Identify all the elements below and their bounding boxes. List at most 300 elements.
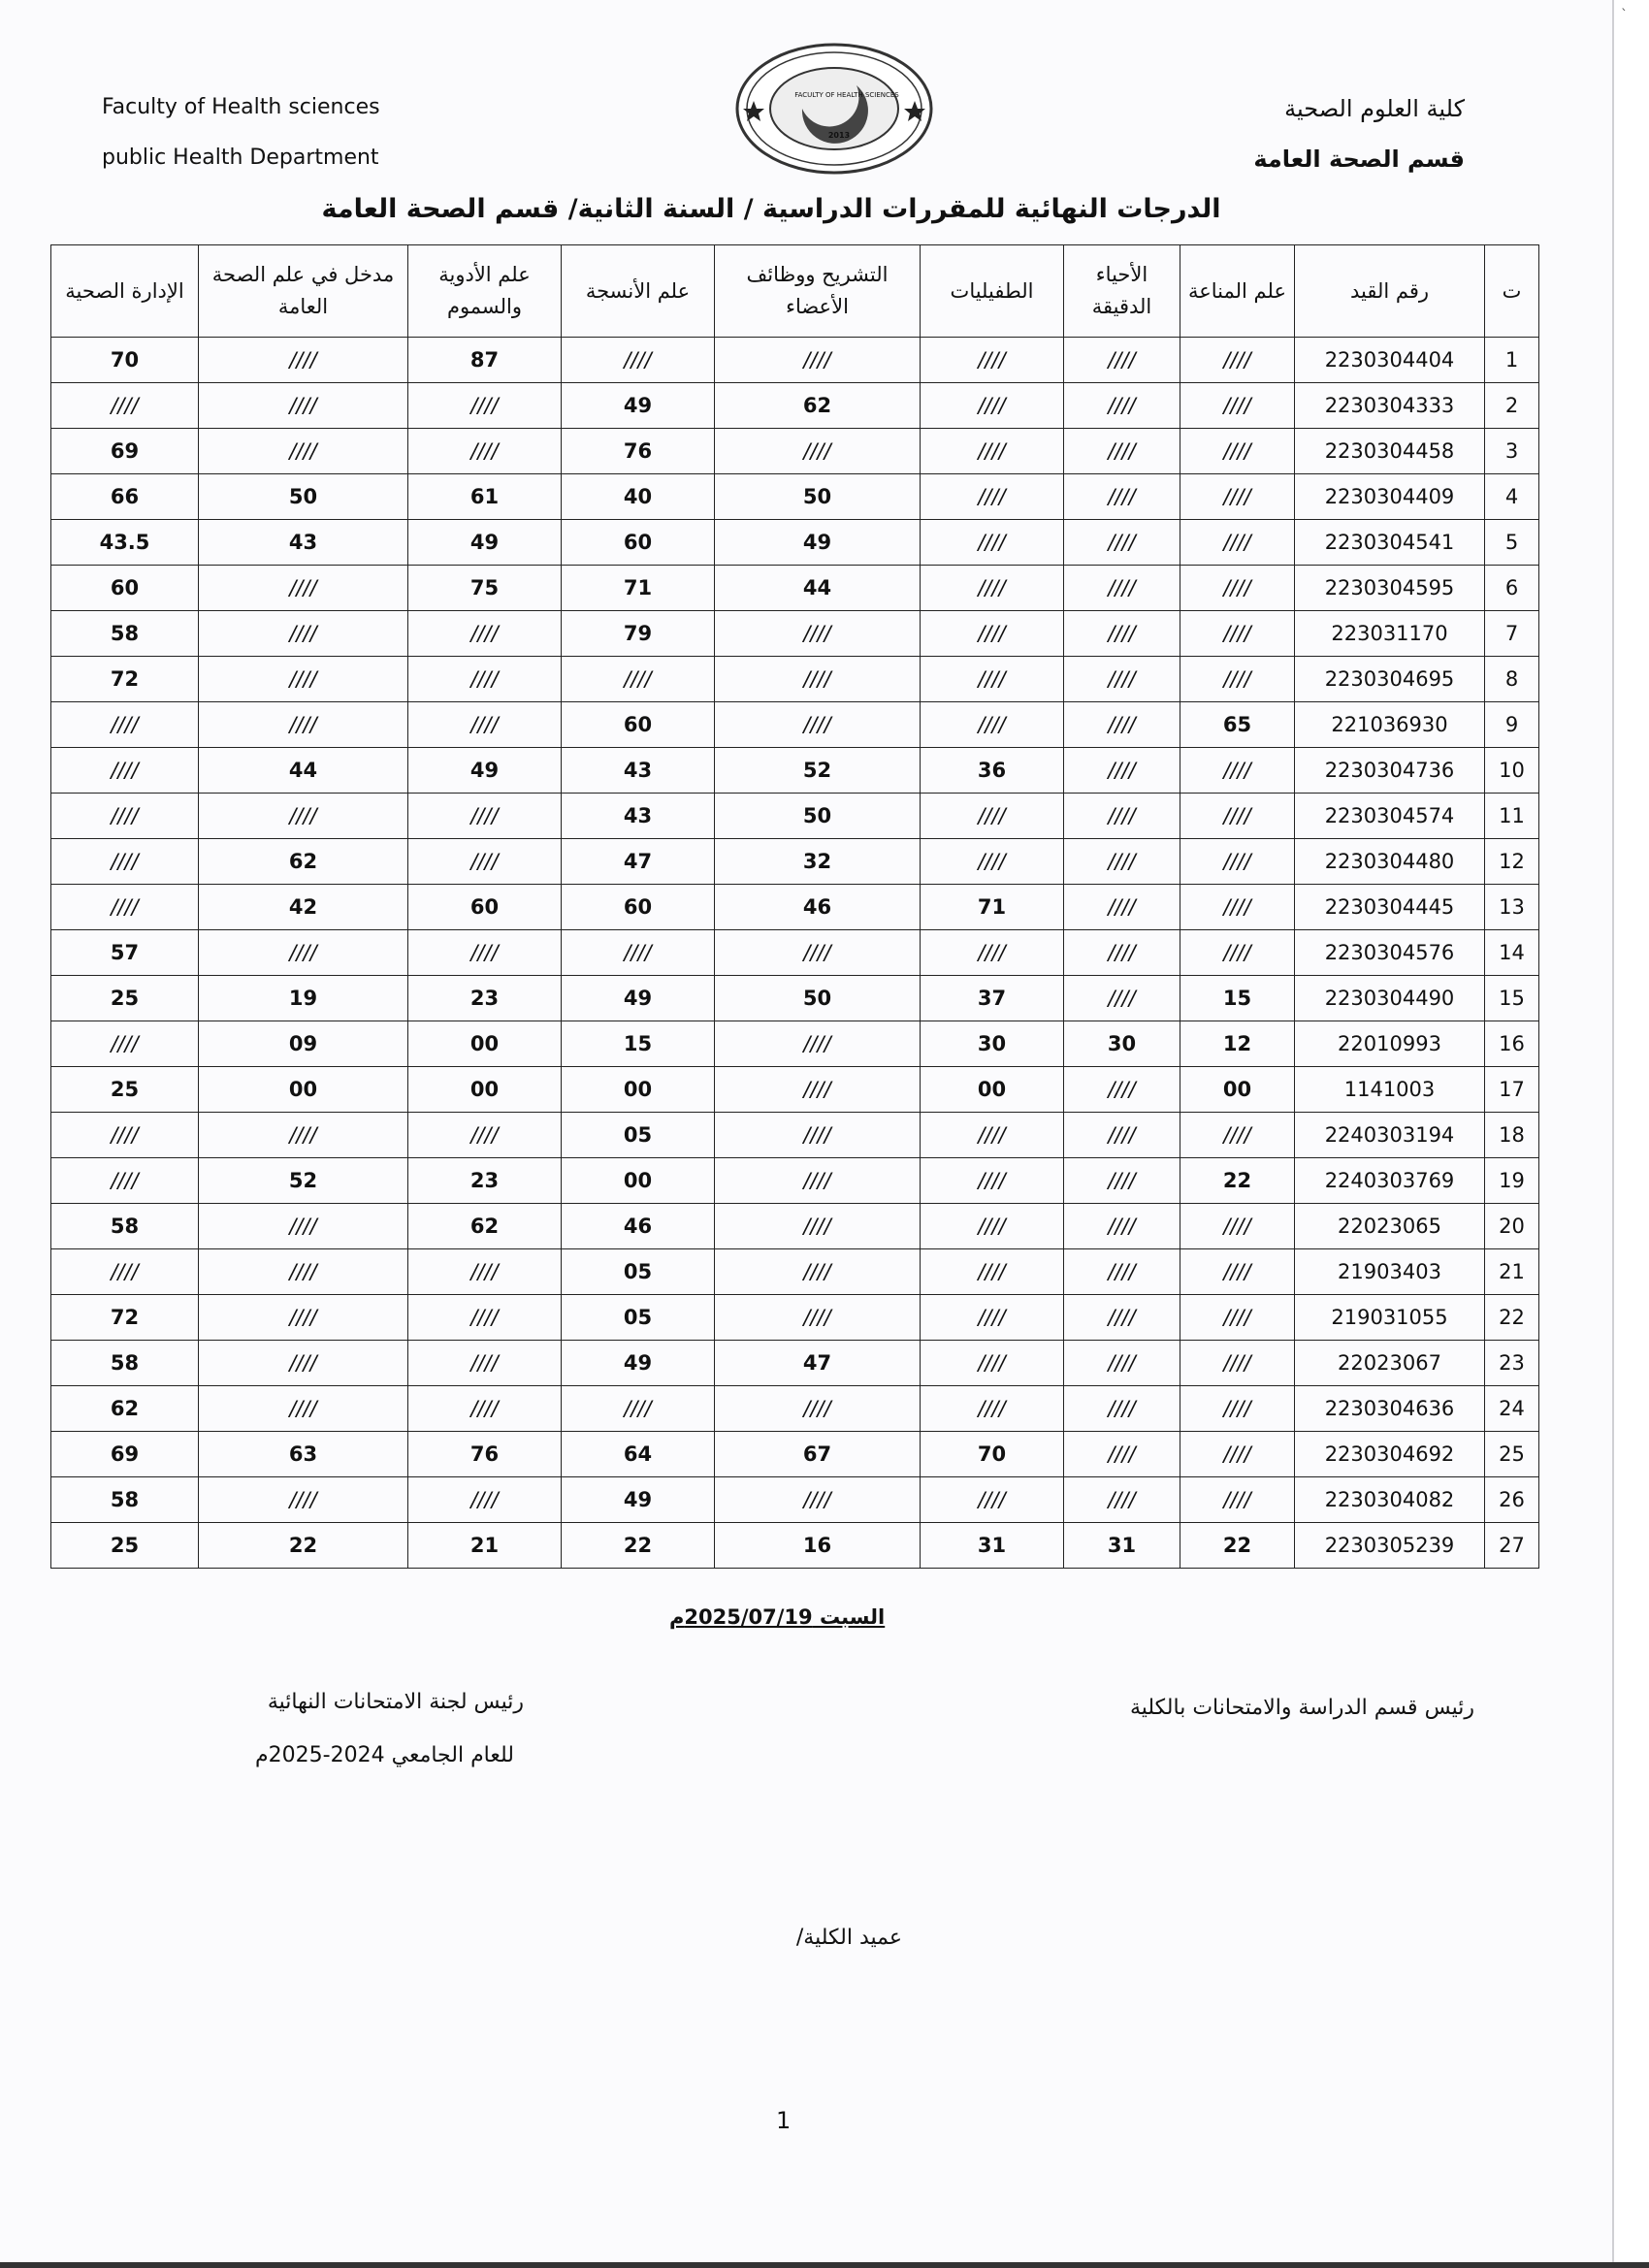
cell-immunology: ////: [1180, 1295, 1295, 1341]
cell-immunology: ////: [1180, 657, 1295, 702]
signature-committee-head: رئيس لجنة الامتحانات النهائية: [267, 1690, 524, 1714]
cell-microbiology: ////: [1064, 1341, 1180, 1386]
cell-parasitology: 37: [921, 976, 1064, 1021]
col-header-microbiology: الأحياء الدقيقة: [1064, 245, 1180, 338]
table-row: [51, 657, 1539, 702]
cell-anatomy-physiology: ////: [715, 657, 921, 702]
cell-microbiology: ////: [1064, 566, 1180, 611]
cell-histology: ////: [562, 657, 715, 702]
cell-parasitology: ////: [921, 1204, 1064, 1249]
cell-intro-public-health: ////: [199, 794, 408, 839]
cell-histology: 49: [562, 383, 715, 429]
cell-microbiology: ////: [1064, 429, 1180, 474]
cell-pharmacology-toxicology: ////: [408, 1477, 562, 1523]
cell-intro-public-health: ////: [199, 702, 408, 748]
table-row: [51, 1523, 1539, 1569]
cell-pharmacology-toxicology: ////: [408, 930, 562, 976]
cell-immunology: ////: [1180, 429, 1295, 474]
cell-health-administration: 43.5: [51, 520, 199, 566]
table-row: [51, 1386, 1539, 1432]
cell-index: 6: [1485, 566, 1539, 611]
cell-health-administration: 60: [51, 566, 199, 611]
cell-immunology: ////: [1180, 1249, 1295, 1295]
cell-intro-public-health: 62: [199, 839, 408, 885]
cell-health-administration: 58: [51, 1341, 199, 1386]
table-row: [51, 520, 1539, 566]
cell-intro-public-health: ////: [199, 338, 408, 383]
cell-intro-public-health: 44: [199, 748, 408, 794]
col-header-parasitology: الطفيليات: [921, 245, 1064, 338]
signature-dean: عميد الكلية/: [795, 1926, 902, 1950]
cell-health-administration: ////: [51, 1113, 199, 1158]
cell-intro-public-health: 52: [199, 1158, 408, 1204]
cell-histology: 47: [562, 839, 715, 885]
cell-reg-number: 2230304692: [1295, 1432, 1485, 1477]
cell-index: 13: [1485, 885, 1539, 930]
cell-histology: 43: [562, 794, 715, 839]
cell-immunology: ////: [1180, 338, 1295, 383]
table-row: [51, 839, 1539, 885]
cell-pharmacology-toxicology: ////: [408, 1341, 562, 1386]
cell-index: 4: [1485, 474, 1539, 520]
cell-microbiology: ////: [1064, 1204, 1180, 1249]
cell-microbiology: ////: [1064, 794, 1180, 839]
cell-pharmacology-toxicology: 49: [408, 520, 562, 566]
cell-anatomy-physiology: ////: [715, 930, 921, 976]
cell-reg-number: 2230304574: [1295, 794, 1485, 839]
scan-bottom-edge: [0, 2262, 1649, 2268]
cell-microbiology: ////: [1064, 1477, 1180, 1523]
cell-reg-number: 22023067: [1295, 1341, 1485, 1386]
cell-histology: 46: [562, 1204, 715, 1249]
cell-histology: 79: [562, 611, 715, 657]
cell-reg-number: 2240303769: [1295, 1158, 1485, 1204]
cell-pharmacology-toxicology: 49: [408, 748, 562, 794]
cell-parasitology: ////: [921, 794, 1064, 839]
cell-histology: 05: [562, 1113, 715, 1158]
cell-parasitology: ////: [921, 657, 1064, 702]
cell-parasitology: 31: [921, 1523, 1064, 1569]
cell-index: 11: [1485, 794, 1539, 839]
cell-health-administration: 72: [51, 1295, 199, 1341]
cell-health-administration: ////: [51, 839, 199, 885]
cell-microbiology: ////: [1064, 930, 1180, 976]
cell-pharmacology-toxicology: 23: [408, 1158, 562, 1204]
cell-microbiology: ////: [1064, 611, 1180, 657]
cell-histology: 05: [562, 1249, 715, 1295]
cell-index: 15: [1485, 976, 1539, 1021]
cell-health-administration: 69: [51, 1432, 199, 1477]
cell-health-administration: 57: [51, 930, 199, 976]
cell-microbiology: ////: [1064, 657, 1180, 702]
cell-parasitology: ////: [921, 1158, 1064, 1204]
cell-intro-public-health: 00: [199, 1067, 408, 1113]
cell-parasitology: 30: [921, 1021, 1064, 1067]
cell-index: 18: [1485, 1113, 1539, 1158]
department-name-ar: قسم الصحة العامة: [1253, 146, 1465, 173]
cell-histology: 05: [562, 1295, 715, 1341]
cell-index: 16: [1485, 1021, 1539, 1067]
table-row: [51, 1204, 1539, 1249]
cell-pharmacology-toxicology: 75: [408, 566, 562, 611]
cell-anatomy-physiology: 67: [715, 1432, 921, 1477]
cell-index: 21: [1485, 1249, 1539, 1295]
cell-intro-public-health: ////: [199, 1477, 408, 1523]
cell-microbiology: ////: [1064, 1113, 1180, 1158]
cell-reg-number: 219031055: [1295, 1295, 1485, 1341]
cell-index: 1: [1485, 338, 1539, 383]
cell-parasitology: ////: [921, 702, 1064, 748]
cell-histology: 43: [562, 748, 715, 794]
col-header-histology: علم الأنسجة: [562, 245, 715, 338]
cell-reg-number: 223031170: [1295, 611, 1485, 657]
cell-reg-number: 1141003: [1295, 1067, 1485, 1113]
cell-microbiology: ////: [1064, 520, 1180, 566]
col-header-reg-number: رقم القيد: [1295, 245, 1485, 338]
cell-health-administration: 58: [51, 611, 199, 657]
cell-intro-public-health: ////: [199, 566, 408, 611]
cell-health-administration: ////: [51, 748, 199, 794]
cell-pharmacology-toxicology: 21: [408, 1523, 562, 1569]
cell-intro-public-health: ////: [199, 1113, 408, 1158]
cell-index: 25: [1485, 1432, 1539, 1477]
cell-health-administration: 25: [51, 976, 199, 1021]
cell-anatomy-physiology: 44: [715, 566, 921, 611]
cell-intro-public-health: ////: [199, 1341, 408, 1386]
cell-pharmacology-toxicology: 00: [408, 1067, 562, 1113]
cell-pharmacology-toxicology: ////: [408, 839, 562, 885]
cell-reg-number: 2240303194: [1295, 1113, 1485, 1158]
cell-parasitology: ////: [921, 839, 1064, 885]
table-row: [51, 976, 1539, 1021]
cell-parasitology: ////: [921, 383, 1064, 429]
cell-health-administration: ////: [51, 885, 199, 930]
cell-intro-public-health: ////: [199, 1204, 408, 1249]
cell-histology: ////: [562, 930, 715, 976]
cell-anatomy-physiology: ////: [715, 1386, 921, 1432]
cell-immunology: ////: [1180, 474, 1295, 520]
cell-index: 12: [1485, 839, 1539, 885]
table-row: [51, 748, 1539, 794]
cell-microbiology: ////: [1064, 1067, 1180, 1113]
cell-microbiology: ////: [1064, 702, 1180, 748]
cell-microbiology: ////: [1064, 748, 1180, 794]
col-header-pharmacology-toxicology: علم الأدوية والسموم: [408, 245, 562, 338]
cell-histology: 71: [562, 566, 715, 611]
academic-year-label: للعام الجامعي 2024-2025م: [255, 1743, 514, 1767]
cell-histology: 22: [562, 1523, 715, 1569]
cell-microbiology: ////: [1064, 1295, 1180, 1341]
cell-reg-number: 2230304576: [1295, 930, 1485, 976]
page-right-edge: [1612, 0, 1649, 2268]
cell-histology: 49: [562, 1477, 715, 1523]
cell-histology: 40: [562, 474, 715, 520]
cell-pharmacology-toxicology: 60: [408, 885, 562, 930]
cell-microbiology: 31: [1064, 1523, 1180, 1569]
cell-reg-number: 2230304541: [1295, 520, 1485, 566]
cell-reg-number: 22010993: [1295, 1021, 1485, 1067]
cell-histology: 49: [562, 1341, 715, 1386]
cell-health-administration: 66: [51, 474, 199, 520]
cell-parasitology: ////: [921, 930, 1064, 976]
cell-histology: ////: [562, 338, 715, 383]
cell-health-administration: ////: [51, 1249, 199, 1295]
cell-index: 8: [1485, 657, 1539, 702]
cell-pharmacology-toxicology: ////: [408, 611, 562, 657]
cell-index: 10: [1485, 748, 1539, 794]
cell-histology: 60: [562, 885, 715, 930]
cell-histology: ////: [562, 1386, 715, 1432]
cell-health-administration: 69: [51, 429, 199, 474]
cell-immunology: 12: [1180, 1021, 1295, 1067]
cell-microbiology: ////: [1064, 474, 1180, 520]
cell-intro-public-health: 42: [199, 885, 408, 930]
cell-anatomy-physiology: ////: [715, 1295, 921, 1341]
table-row: [51, 338, 1539, 383]
col-header-health-administration: الإدارة الصحية: [51, 245, 199, 338]
cell-pharmacology-toxicology: 87: [408, 338, 562, 383]
cell-health-administration: 25: [51, 1067, 199, 1113]
col-header-intro-public-health: مدخل في علم الصحة العامة: [199, 245, 408, 338]
page-number: 1: [776, 2107, 792, 2134]
table-row: [51, 794, 1539, 839]
logo-center-text: FACULTY OF HEALTH SCIENCES: [794, 91, 899, 99]
cell-index: 27: [1485, 1523, 1539, 1569]
cell-anatomy-physiology: ////: [715, 702, 921, 748]
cell-parasitology: 00: [921, 1067, 1064, 1113]
cell-histology: 49: [562, 976, 715, 1021]
cell-microbiology: ////: [1064, 1432, 1180, 1477]
table-row: [51, 1158, 1539, 1204]
col-header-index: ت: [1485, 245, 1539, 338]
cell-pharmacology-toxicology: 00: [408, 1021, 562, 1067]
cell-intro-public-health: 09: [199, 1021, 408, 1067]
cell-reg-number: 21903403: [1295, 1249, 1485, 1295]
table-row: [51, 1249, 1539, 1295]
cell-index: 23: [1485, 1341, 1539, 1386]
signature-studies-head: رئيس قسم الدراسة والامتحانات بالكلية: [1129, 1696, 1474, 1720]
cell-anatomy-physiology: ////: [715, 1158, 921, 1204]
cell-reg-number: 2230304333: [1295, 383, 1485, 429]
cell-parasitology: ////: [921, 1341, 1064, 1386]
cell-microbiology: ////: [1064, 383, 1180, 429]
cell-health-administration: ////: [51, 794, 199, 839]
cell-parasitology: ////: [921, 611, 1064, 657]
cell-immunology: ////: [1180, 1341, 1295, 1386]
cell-immunology: ////: [1180, 1113, 1295, 1158]
cell-immunology: ////: [1180, 1204, 1295, 1249]
cell-intro-public-health: ////: [199, 930, 408, 976]
cell-immunology: ////: [1180, 520, 1295, 566]
cell-intro-public-health: ////: [199, 429, 408, 474]
cell-anatomy-physiology: 50: [715, 474, 921, 520]
cell-histology: 64: [562, 1432, 715, 1477]
cell-microbiology: ////: [1064, 839, 1180, 885]
cell-anatomy-physiology: ////: [715, 1021, 921, 1067]
table-row: [51, 1295, 1539, 1341]
cell-reg-number: 2230304445: [1295, 885, 1485, 930]
cell-anatomy-physiology: 16: [715, 1523, 921, 1569]
cell-intro-public-health: ////: [199, 383, 408, 429]
page-title: الدرجات النهائية للمقررات الدراسية / السنة الثانية/ قسم الصحة العامة: [321, 194, 1221, 224]
cell-parasitology: ////: [921, 566, 1064, 611]
table-row: [51, 885, 1539, 930]
cell-immunology: ////: [1180, 794, 1295, 839]
cell-pharmacology-toxicology: 23: [408, 976, 562, 1021]
cell-immunology: ////: [1180, 885, 1295, 930]
cell-reg-number: 2230304595: [1295, 566, 1485, 611]
cell-intro-public-health: ////: [199, 611, 408, 657]
cell-anatomy-physiology: ////: [715, 1249, 921, 1295]
cell-reg-number: 2230304409: [1295, 474, 1485, 520]
cell-pharmacology-toxicology: ////: [408, 383, 562, 429]
cell-histology: 76: [562, 429, 715, 474]
cell-parasitology: ////: [921, 338, 1064, 383]
cell-intro-public-health: 63: [199, 1432, 408, 1477]
cell-parasitology: 70: [921, 1432, 1064, 1477]
cell-immunology: ////: [1180, 1432, 1295, 1477]
cell-anatomy-physiology: 52: [715, 748, 921, 794]
cell-pharmacology-toxicology: ////: [408, 1295, 562, 1341]
table-row: [51, 1113, 1539, 1158]
cell-health-administration: 58: [51, 1477, 199, 1523]
cell-microbiology: ////: [1064, 885, 1180, 930]
logo-year: 2013: [827, 131, 851, 140]
cell-intro-public-health: 19: [199, 976, 408, 1021]
cell-anatomy-physiology: ////: [715, 611, 921, 657]
cell-health-administration: ////: [51, 1021, 199, 1067]
cell-intro-public-health: 43: [199, 520, 408, 566]
cell-health-administration: 72: [51, 657, 199, 702]
cell-index: 2: [1485, 383, 1539, 429]
col-header-anatomy-physiology: التشريح ووظائف الأعضاء: [715, 245, 921, 338]
cell-parasitology: ////: [921, 1295, 1064, 1341]
cell-pharmacology-toxicology: ////: [408, 794, 562, 839]
cell-health-administration: 25: [51, 1523, 199, 1569]
cell-parasitology: 36: [921, 748, 1064, 794]
faculty-name-ar: كلية العلوم الصحية: [1284, 95, 1465, 122]
cell-parasitology: ////: [921, 429, 1064, 474]
cell-immunology: ////: [1180, 566, 1295, 611]
cell-reg-number: 2230304458: [1295, 429, 1485, 474]
cell-intro-public-health: ////: [199, 1249, 408, 1295]
cell-reg-number: 22023065: [1295, 1204, 1485, 1249]
cell-parasitology: ////: [921, 474, 1064, 520]
table-header-row: [51, 245, 1539, 338]
grades-table: [50, 244, 1539, 1569]
cell-index: 5: [1485, 520, 1539, 566]
cell-reg-number: 2230304404: [1295, 338, 1485, 383]
cell-anatomy-physiology: ////: [715, 1067, 921, 1113]
cell-pharmacology-toxicology: 76: [408, 1432, 562, 1477]
cell-index: 24: [1485, 1386, 1539, 1432]
cell-index: 20: [1485, 1204, 1539, 1249]
cell-anatomy-physiology: 32: [715, 839, 921, 885]
cell-microbiology: ////: [1064, 1158, 1180, 1204]
table-row: [51, 429, 1539, 474]
cell-reg-number: 2230304636: [1295, 1386, 1485, 1432]
cell-parasitology: ////: [921, 1386, 1064, 1432]
cell-health-administration: ////: [51, 702, 199, 748]
cell-microbiology: ////: [1064, 338, 1180, 383]
cell-immunology: ////: [1180, 748, 1295, 794]
cell-intro-public-health: ////: [199, 1295, 408, 1341]
table-row: [51, 930, 1539, 976]
cell-anatomy-physiology: ////: [715, 1113, 921, 1158]
university-logo: [732, 41, 936, 177]
cell-index: 17: [1485, 1067, 1539, 1113]
cell-immunology: ////: [1180, 1386, 1295, 1432]
cell-anatomy-physiology: 50: [715, 794, 921, 839]
cell-intro-public-health: 22: [199, 1523, 408, 1569]
cell-immunology: ////: [1180, 839, 1295, 885]
table-row: [51, 566, 1539, 611]
cell-microbiology: 30: [1064, 1021, 1180, 1067]
cell-index: 7: [1485, 611, 1539, 657]
cell-anatomy-physiology: ////: [715, 1204, 921, 1249]
cell-immunology: ////: [1180, 611, 1295, 657]
cell-health-administration: ////: [51, 383, 199, 429]
cell-immunology: 00: [1180, 1067, 1295, 1113]
cell-parasitology: ////: [921, 1249, 1064, 1295]
faculty-name-en: Faculty of Health sciences: [102, 95, 380, 119]
cell-parasitology: 71: [921, 885, 1064, 930]
cell-anatomy-physiology: 47: [715, 1341, 921, 1386]
cell-index: 19: [1485, 1158, 1539, 1204]
cell-health-administration: 70: [51, 338, 199, 383]
table-row: [51, 1432, 1539, 1477]
cell-histology: 15: [562, 1021, 715, 1067]
table-row: [51, 474, 1539, 520]
cell-anatomy-physiology: ////: [715, 338, 921, 383]
cell-reg-number: 2230305239: [1295, 1523, 1485, 1569]
cell-immunology: 22: [1180, 1158, 1295, 1204]
cell-anatomy-physiology: 46: [715, 885, 921, 930]
cell-pharmacology-toxicology: ////: [408, 702, 562, 748]
table-row: [51, 702, 1539, 748]
cell-reg-number: 2230304082: [1295, 1477, 1485, 1523]
cell-parasitology: ////: [921, 1477, 1064, 1523]
department-name-en: public Health Department: [102, 146, 379, 170]
cell-histology: 60: [562, 702, 715, 748]
cell-reg-number: 2230304490: [1295, 976, 1485, 1021]
cell-reg-number: 2230304480: [1295, 839, 1485, 885]
cell-index: 9: [1485, 702, 1539, 748]
cell-pharmacology-toxicology: ////: [408, 1386, 562, 1432]
cell-pharmacology-toxicology: ////: [408, 429, 562, 474]
cell-immunology: 15: [1180, 976, 1295, 1021]
cell-immunology: ////: [1180, 383, 1295, 429]
cell-immunology: 65: [1180, 702, 1295, 748]
cell-microbiology: ////: [1064, 1386, 1180, 1432]
cell-index: 3: [1485, 429, 1539, 474]
cell-anatomy-physiology: 62: [715, 383, 921, 429]
cell-microbiology: ////: [1064, 1249, 1180, 1295]
table-row: [51, 1067, 1539, 1113]
scan-mark: `: [1621, 8, 1628, 23]
cell-anatomy-physiology: ////: [715, 1477, 921, 1523]
cell-parasitology: ////: [921, 520, 1064, 566]
cell-reg-number: 221036930: [1295, 702, 1485, 748]
cell-histology: 00: [562, 1158, 715, 1204]
cell-parasitology: ////: [921, 1113, 1064, 1158]
col-header-immunology: علم المناعة: [1180, 245, 1295, 338]
exam-date: السبت 2025/07/19م: [669, 1605, 886, 1629]
cell-intro-public-health: 50: [199, 474, 408, 520]
cell-health-administration: ////: [51, 1158, 199, 1204]
cell-immunology: ////: [1180, 1477, 1295, 1523]
cell-health-administration: 58: [51, 1204, 199, 1249]
